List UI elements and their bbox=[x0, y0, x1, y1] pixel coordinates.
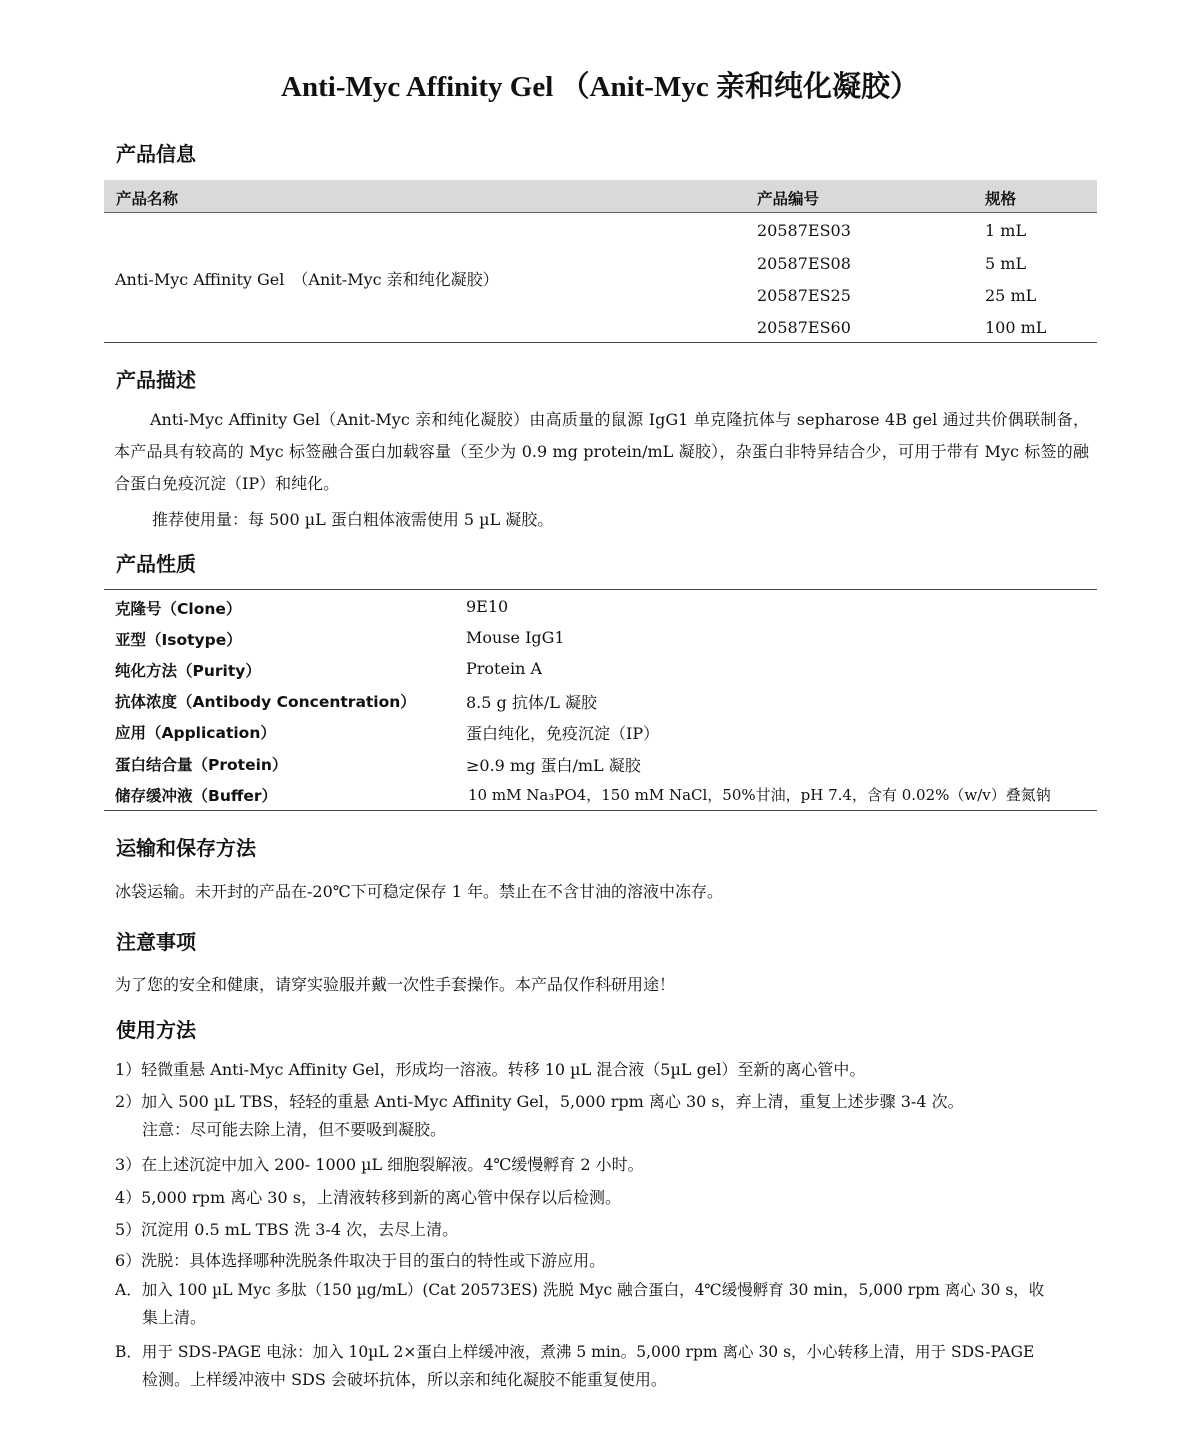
property-value: 10 mM Na₃PO4，150 mM NaCl，50%甘油，pH 7.4，含有 0.02%（w/v）叠氮钠 bbox=[468, 786, 1051, 804]
property-label: 储存缓冲液（Buffer） bbox=[115, 787, 278, 805]
table-header-rule bbox=[104, 212, 1097, 213]
properties-top-rule bbox=[104, 589, 1097, 590]
spec-cell: 1 mL bbox=[985, 221, 1027, 240]
step-2-note: 注意：尽可能去除上清，但不要吸到凝胶。 bbox=[142, 1120, 447, 1139]
property-label: 抗体浓度（Antibody Concentration） bbox=[115, 693, 416, 711]
property-value: ≥0.9 mg 蛋白/mL 凝胶 bbox=[466, 756, 641, 775]
properties-bottom-rule bbox=[104, 810, 1097, 811]
property-value: Protein A bbox=[466, 659, 543, 678]
property-value: Mouse IgG1 bbox=[466, 628, 565, 647]
step-3: 3）在上述沉淀中加入 200- 1000 µL 细胞裂解液。4℃缓慢孵育 2 小时。 bbox=[115, 1155, 644, 1174]
step-4: 4）5,000 rpm 离心 30 s，上清液转移到新的离心管中保存以后检测。 bbox=[115, 1188, 621, 1207]
header-product-code: 产品编号 bbox=[757, 190, 820, 208]
product-code-cell: 20587ES60 bbox=[757, 318, 851, 337]
section-heading-notes: 注意事项 bbox=[116, 930, 196, 954]
property-value: 8.5 g 抗体/L 凝胶 bbox=[466, 693, 597, 712]
page-title: Anti-Myc Affinity Gel （Anit-Myc 亲和纯化凝胶） bbox=[281, 71, 919, 103]
spec-cell: 5 mL bbox=[985, 254, 1027, 273]
step-6: 6）洗脱：具体选择哪种洗脱条件取决于目的蛋白的特性或下游应用。 bbox=[115, 1251, 606, 1270]
section-heading-properties: 产品性质 bbox=[116, 552, 196, 576]
property-label: 蛋白结合量（Protein） bbox=[115, 756, 288, 774]
recommended-usage: 推荐使用量：每 500 µL 蛋白粗体液需使用 5 µL 凝胶。 bbox=[152, 510, 554, 529]
property-label: 亚型（Isotype） bbox=[115, 631, 242, 649]
property-label: 纯化方法（Purity） bbox=[115, 662, 261, 680]
step-1: 1）轻微重悬 Anti-Myc Affinity Gel，形成均一溶液。转移 10 µL 混合液（5µL gel）至新的离心管中。 bbox=[115, 1060, 866, 1079]
section-heading-usage: 使用方法 bbox=[116, 1018, 196, 1042]
property-value: 9E10 bbox=[466, 597, 509, 616]
spec-cell: 100 mL bbox=[985, 318, 1047, 337]
step-b-line-1: B．用于 SDS-PAGE 电泳：加入 10µL 2×蛋白上样缓冲液，煮沸 5 min。5,000 rpm 离心 30 s，小心转移上清，用于 SDS-PAGE bbox=[115, 1343, 1035, 1361]
product-code-cell: 20587ES25 bbox=[757, 286, 851, 305]
info-table-header bbox=[104, 180, 1097, 212]
description-paragraph: Anti-Myc Affinity Gel（Anit-Myc 亲和纯化凝胶）由高质量的鼠源 IgG1 单克隆抗体与 sepharose 4B gel 通过共价偶联制备，本产品具有较高的 Myc 标签融合蛋白加载容量（至少为 0.9 mg protein/mL 凝胶），杂蛋白非特异结合少，可用于带有 Myc 标签的融合蛋白免疫沉淀（IP）和纯化。 bbox=[114, 410, 1089, 493]
step-a-line-1: A．加入 100 µL Myc 多肽（150 µg/mL）(Cat 20573ES) 洗脱 Myc 融合蛋白，4℃缓慢孵育 30 min，5,000 rpm 离心 30 s，收 bbox=[115, 1281, 1045, 1299]
notes-text: 为了您的安全和健康，请穿实验服并戴一次性手套操作。本产品仅作科研用途！ bbox=[115, 975, 676, 994]
property-label: 应用（Application） bbox=[115, 724, 276, 742]
header-spec: 规格 bbox=[985, 190, 1017, 208]
table-bottom-rule bbox=[104, 342, 1097, 343]
property-label: 克隆号（Clone） bbox=[115, 600, 242, 618]
spec-cell: 25 mL bbox=[985, 286, 1037, 305]
product-code-cell: 20587ES03 bbox=[757, 221, 851, 240]
step-2: 2）加入 500 µL TBS，轻轻的重悬 Anti-Myc Affinity Gel，5,000 rpm 离心 30 s，弃上清，重复上述步骤 3-4 次。 bbox=[115, 1092, 964, 1111]
header-product-name: 产品名称 bbox=[116, 190, 179, 208]
product-name-cell: Anti-Myc Affinity Gel （Anit-Myc 亲和纯化凝胶） bbox=[115, 270, 499, 289]
section-heading-description: 产品描述 bbox=[116, 368, 196, 392]
storage-text: 冰袋运输。未开封的产品在-20℃下可稳定保存 1 年。禁止在不含甘油的溶液中冻存。 bbox=[115, 882, 724, 901]
step-a-line-2: 集上清。 bbox=[142, 1308, 207, 1327]
section-heading-storage: 运输和保存方法 bbox=[116, 836, 256, 860]
step-b-line-2: 检测。上样缓冲液中 SDS 会破坏抗体，所以亲和纯化凝胶不能重复使用。 bbox=[142, 1370, 667, 1389]
product-code-cell: 20587ES08 bbox=[757, 254, 851, 273]
property-value: 蛋白纯化，免疫沉淀（IP） bbox=[466, 724, 660, 743]
step-5: 5）沉淀用 0.5 mL TBS 洗 3-4 次，去尽上清。 bbox=[115, 1220, 459, 1239]
section-heading-product-info: 产品信息 bbox=[116, 142, 196, 166]
